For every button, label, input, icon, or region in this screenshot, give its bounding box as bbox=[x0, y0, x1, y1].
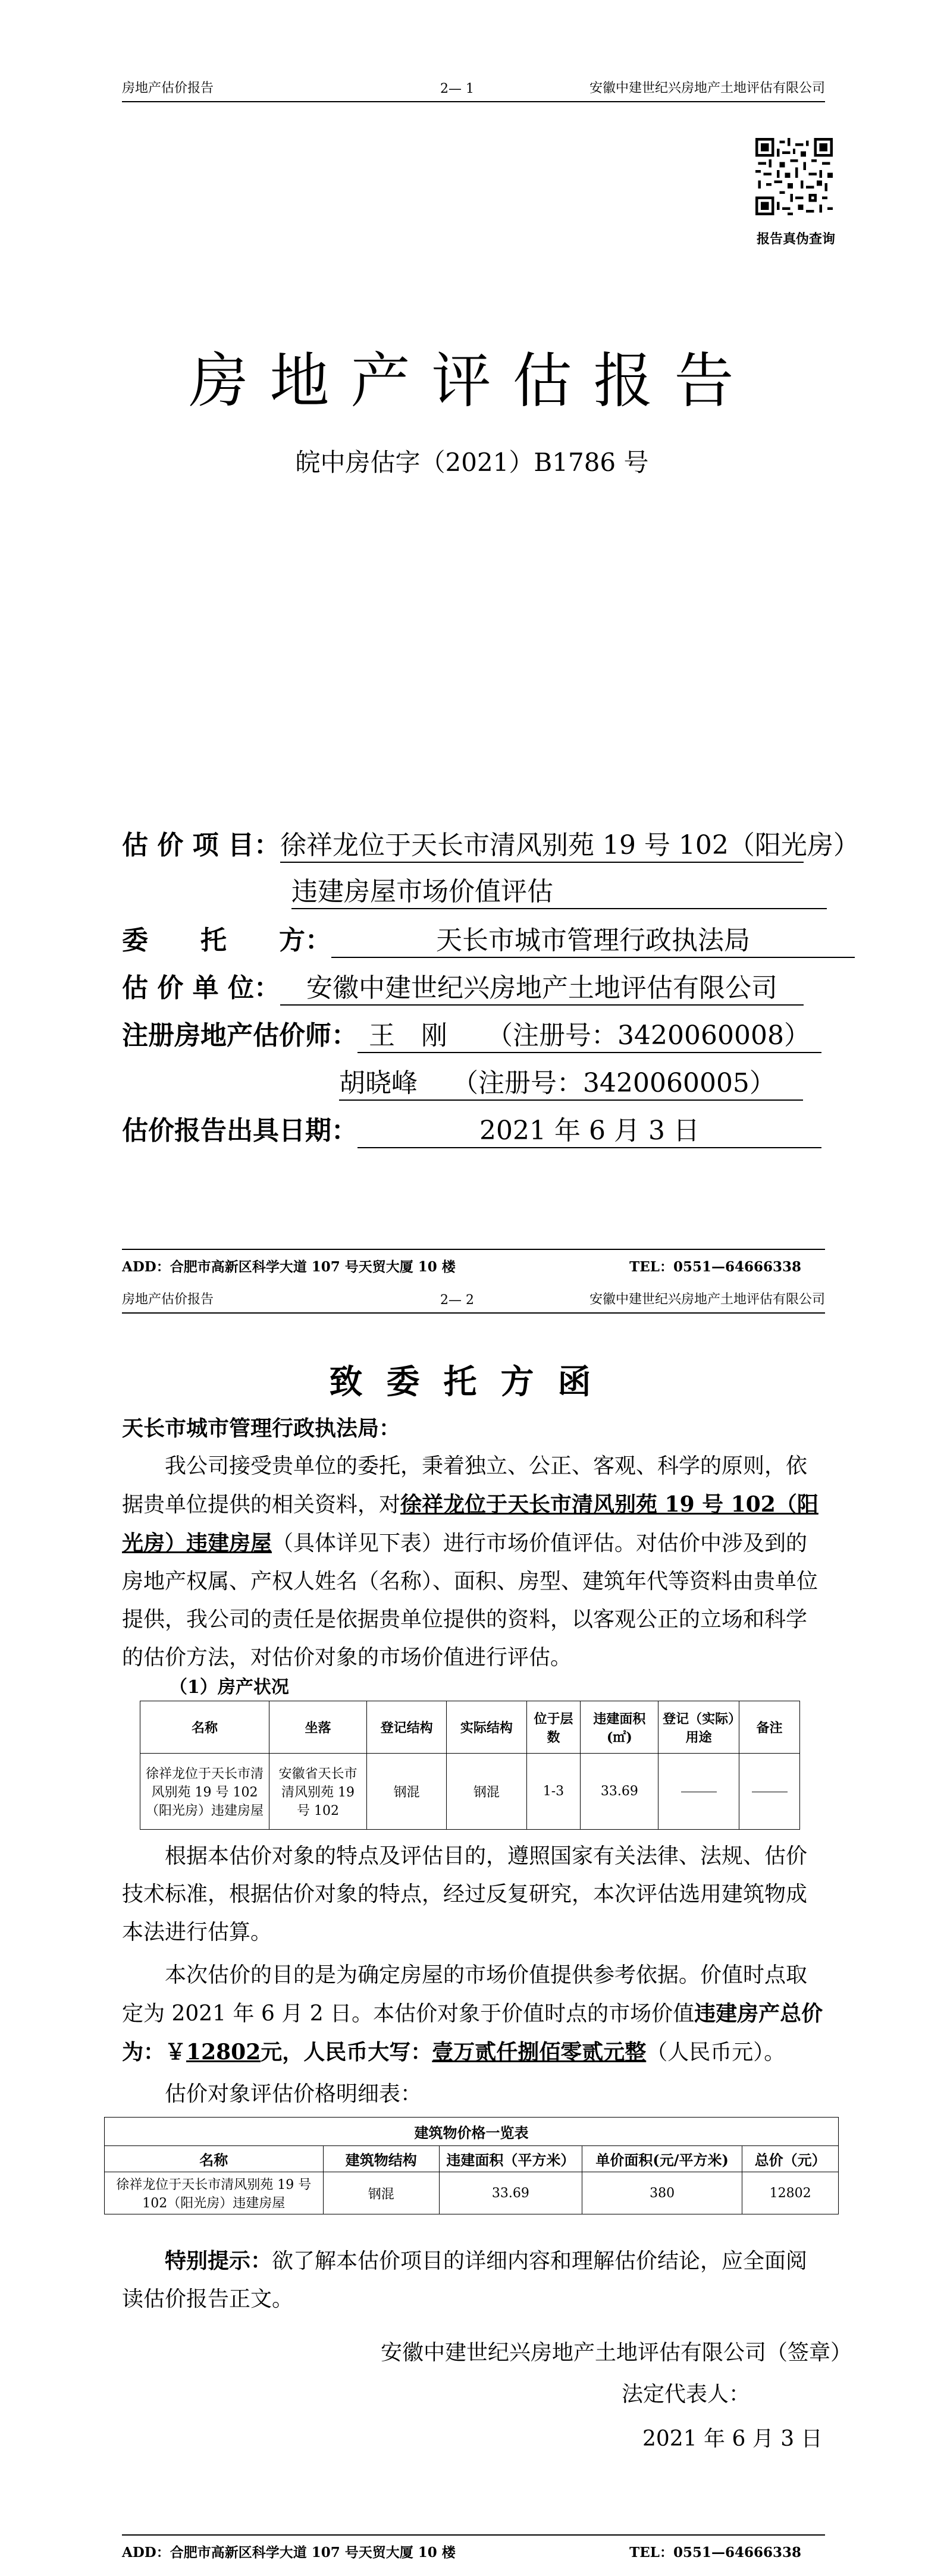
header-company: 安徽中建世纪兴房地产土地评估有限公司 bbox=[589, 81, 825, 96]
footer-tel: TEL：0551—64666338 bbox=[629, 1259, 801, 1275]
qr-code bbox=[755, 138, 833, 215]
date-field bbox=[122, 1109, 821, 1148]
table-header: 登记（实际）用途 bbox=[658, 1701, 739, 1754]
appraiser-field bbox=[122, 966, 804, 1006]
table-header: 坐落 bbox=[269, 1701, 367, 1754]
header-left: 房地产估价报告 bbox=[122, 1292, 214, 1307]
date-value: 2021 年 6 月 3 日 bbox=[357, 1109, 821, 1148]
para1-subject: 徐祥龙位于天长市清风别苑 19 号 102（阳光房）违建房屋 bbox=[122, 1492, 818, 1556]
addressee: 天长市城市管理行政执法局： bbox=[122, 1416, 401, 1441]
table-cell: 安徽省天长市清风别苑 19 号 102 bbox=[269, 1754, 367, 1830]
table-cell-dash bbox=[658, 1754, 739, 1830]
table-header: 违建面积（平方米） bbox=[439, 2146, 582, 2172]
section-property-status: （1）房产状况 bbox=[170, 1677, 289, 1698]
signature-representative: 法定代表人： bbox=[622, 2382, 751, 2407]
para3-words-label: 元，人民币大写： bbox=[261, 2040, 432, 2065]
para3-text-d: （人民币元）。 bbox=[646, 2040, 786, 2065]
report-title: 房地产评估报告 bbox=[189, 346, 755, 416]
table-header: 违建面积(㎡) bbox=[581, 1701, 658, 1754]
table-row bbox=[140, 1754, 800, 1830]
table-cell: 33.69 bbox=[439, 2172, 582, 2214]
paragraph-4: 估价对象评估价格明细表： bbox=[165, 2082, 422, 2106]
client-value: 天长市城市管理行政执法局 bbox=[331, 919, 855, 958]
table-cell: 钢混 bbox=[366, 1754, 446, 1830]
project-value-line2: 违建房屋市场价值评估 bbox=[291, 870, 827, 909]
table-cell: 380 bbox=[582, 2172, 742, 2214]
table-header: 名称 bbox=[140, 1701, 269, 1754]
table-cell: 钢混 bbox=[323, 2172, 439, 2214]
price-table bbox=[104, 2117, 839, 2214]
footer-tel: TEL：0551—64666338 bbox=[629, 2544, 801, 2561]
header-company: 安徽中建世纪兴房地产土地评估有限公司 bbox=[589, 1292, 825, 1307]
property-table bbox=[140, 1701, 800, 1830]
project-field-cont bbox=[291, 870, 827, 909]
header-left: 房地产估价报告 bbox=[122, 81, 214, 96]
table-cell: 33.69 bbox=[581, 1754, 658, 1830]
signature-company: 安徽中建世纪兴房地产土地评估有限公司（签章） bbox=[381, 2341, 852, 2365]
table-header: 名称 bbox=[105, 2146, 324, 2172]
table-header: 单价面积(元/平方米) bbox=[582, 2146, 742, 2172]
valuer-label: 注册房地产估价师： bbox=[122, 1020, 357, 1051]
table-header: 备注 bbox=[739, 1701, 800, 1754]
valuer-field bbox=[122, 1014, 821, 1053]
table-cell: 钢混 bbox=[447, 1754, 526, 1830]
table-cell-dash bbox=[739, 1754, 800, 1830]
note-text: 欲了解本估价项目的详细内容和理解估价结论，应全面阅读估价报告正文。 bbox=[122, 2249, 808, 2311]
appraiser-label: 估 价 单 位： bbox=[122, 973, 280, 1003]
signature-date: 2021 年 6 月 3 日 bbox=[642, 2427, 823, 2451]
appraiser-value: 安徽中建世纪兴房地产土地评估有限公司 bbox=[280, 966, 804, 1006]
table-header: 总价（元） bbox=[742, 2146, 839, 2172]
paragraph-1 bbox=[122, 1447, 825, 1677]
table-header: 登记结构 bbox=[366, 1701, 446, 1754]
paragraph-2: 根据本估价对象的特点及评估目的，遵照国家有关法律、法规、估价技术标准，根据估价对象的特点，经过反复研究，本次评估选用建筑物成本法进行估算。 bbox=[122, 1844, 808, 1944]
para3-amount: 12802 bbox=[186, 2040, 261, 2065]
valuer-1: 王 刚 （注册号：3420060008） bbox=[357, 1014, 821, 1053]
client-label: 委 托 方： bbox=[122, 925, 331, 956]
table-cell: 1-3 bbox=[526, 1754, 581, 1830]
table-header: 建筑物结构 bbox=[323, 2146, 439, 2172]
page-footer bbox=[122, 1249, 825, 1274]
valuer-field-2 bbox=[339, 1061, 803, 1101]
special-note bbox=[122, 2242, 825, 2319]
project-label: 估 价 项 目： bbox=[122, 830, 280, 860]
header-page-number: 2— 2 bbox=[440, 1293, 474, 1308]
para3-total-label: 违建房产总价为：￥ bbox=[122, 2001, 823, 2065]
note-label: 特别提示： bbox=[165, 2248, 272, 2273]
table-header: 实际结构 bbox=[447, 1701, 526, 1754]
page-header-2 bbox=[122, 1287, 825, 1314]
table-cell: 12802 bbox=[742, 2172, 839, 2214]
table-cell: 徐祥龙位于天长市清风别苑 19 号 102（阳光房）违建房屋 bbox=[105, 2172, 324, 2214]
project-value-line1: 徐祥龙位于天长市清风别苑 19 号 102（阳光房） bbox=[280, 824, 804, 863]
para3-text-a: 本次估价的目的是为确定房屋的市场价值提供参考依据。价值时点取定为 2021 年 6 月 2 日。本估价对象于价值时点的市场价值 bbox=[122, 1963, 808, 2026]
table-row bbox=[105, 2172, 839, 2214]
header-page-number: 2— 1 bbox=[440, 81, 474, 96]
client-field bbox=[122, 919, 855, 958]
page-footer-2 bbox=[122, 2534, 825, 2559]
report-cover-page bbox=[0, 0, 944, 1287]
footer-address: ADD：合肥市高新区科学大道 107 号天贸大厦 10 楼 bbox=[122, 1259, 456, 1275]
project-field bbox=[122, 824, 860, 863]
page-header bbox=[122, 76, 825, 102]
valuer-2: 胡晓峰 （注册号：3420060005） bbox=[339, 1061, 803, 1101]
table-header: 位于层数 bbox=[526, 1701, 581, 1754]
price-table-caption: 建筑物价格一览表 bbox=[105, 2118, 839, 2146]
footer-address: ADD：合肥市高新区科学大道 107 号天贸大厦 10 楼 bbox=[122, 2544, 456, 2561]
table-cell: 徐祥龙位于天长市清风别苑 19 号 102（阳光房）违建房屋 bbox=[140, 1754, 269, 1830]
document-number: 皖中房估字（2021）B1786 号 bbox=[295, 448, 649, 477]
paragraph-3 bbox=[122, 1956, 825, 2072]
qr-caption: 报告真伪查询 bbox=[756, 231, 835, 247]
date-label: 估价报告出具日期： bbox=[122, 1116, 357, 1146]
para3-amount-words: 壹万贰仟捌佰零贰元整 bbox=[432, 2040, 647, 2065]
para1-text-a: 我公司接受贵单位的委托，秉着独立、公正、客观、科学的原则，依据贵单位提供的相关资料，对 bbox=[122, 1454, 808, 1517]
letter-title: 致委托方函 bbox=[329, 1362, 615, 1402]
para1-text-b: （具体详见下表）进行市场价值评估。对估价中涉及到的房地产权属、产权人姓名（名称）、面积、房型、建筑年代等资料由贵单位提供，我公司的责任是依据贵单位提供的资料，以客观公正的立场和科学的估价方法，对估价对象的市场价值进行评估。 bbox=[122, 1531, 818, 1670]
